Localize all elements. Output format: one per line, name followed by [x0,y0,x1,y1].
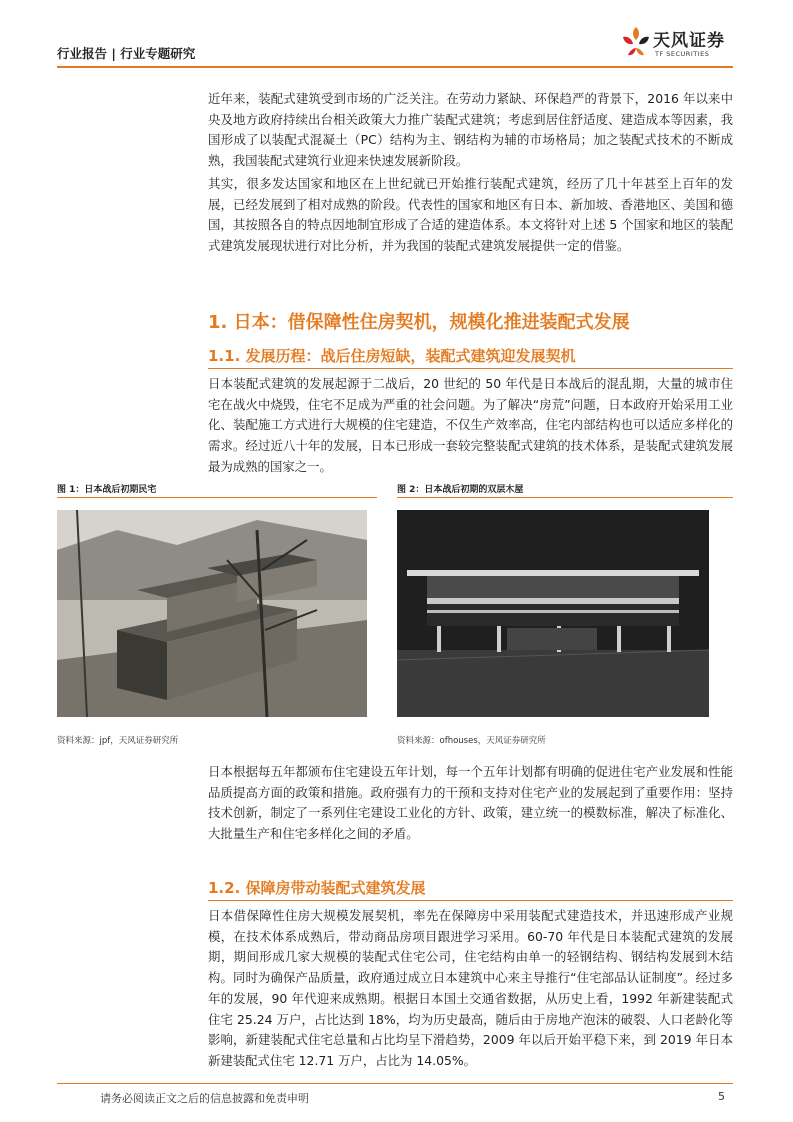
header-divider [57,66,733,68]
section-1-1-heading: 1.1. 发展历程：战后住房短缺，装配式建筑迎发展契机 [208,347,576,365]
section-1-1-paragraph-2: 日本根据每五年都颁布住宅建设五年计划，每一个五年计划都有明确的促进住宅产业发展和性能品质提高方面的政策和措施。政府强有力的干预和支持对住宅产业的发展起到了重要作用：坚持技术创新，制定了一系列住宅建设工业化的方针、政策，建立统一的模数标准，解决了标准化、大批量生产和住宅多样化之间的矛盾。 [208,764,733,842]
intro-paragraph-2: 其实，很多发达国家和地区在上世纪就已开始推行装配式建筑，经历了几十年甚至上百年的发展，已经发展到了相对成熟的阶段。代表性的国家和地区有日本、新加坡、香港地区、美国和德国，其按照各自的特点因地制宜形成了合适的建造体系。本文将针对上述 5 个国家和地区的装配式建筑发展现状进行对比分析，并为我国的装配式建筑发展提供一定的借鉴。 [208,176,733,254]
section-1-1-underline [208,368,733,369]
footer-divider [57,1083,733,1084]
figure-1-source: 资料来源：jpf，天风证券研究所 [57,736,179,746]
brand-logo [620,22,740,66]
report-category: 行业报告 | 行业专题研究 [57,46,196,61]
figure-2-photo [397,510,709,717]
figure-1-photo [57,510,367,717]
figure-2-rule [397,497,733,498]
section-1-2-paragraph-1: 日本借保障性住房大规模发展契机，率先在保障房中采用装配式建造技术，并迅速形成产业规模，在技术体系成熟后，带动商品房项目跟进学习采用。60-70 年代是日本装配式建筑的发展期，期间形成几家大规模的装配式住宅公司，住宅结构由单一的轻钢结构、钢结构发展到木结构。同时为确保产品质量，政府通过成立日本建筑中心来主导推行“住宅部品认证制度”。经过多年的发展，90 年代迎来成熟期。根据日本国土交通省数据，从历史上看，1992 年新建装配式住宅 25.24 万户，占比达到 18%，均为历史最高，随后由于房地产泡沫的破裂、人口老龄化等影响，新建装配式住宅总量和占比均呈下滑趋势，2009 年以后开始平稳下来，到 2019 年日本新建装配式住宅 12.71 万户，占比为 14.05%。 [208,908,733,1068]
figure-1-rule [57,497,377,498]
section-1-2-underline [208,900,733,901]
figure-2-source: 资料来源：ofhouses，天风证券研究所 [397,736,546,746]
brand-name-en: TF SECURITIES [655,50,710,58]
section-1-2-heading: 1.2. 保障房带动装配式建筑发展 [208,879,426,897]
page-number: 5 [718,1090,725,1103]
footer-disclaimer: 请务必阅读正文之后的信息披露和免责申明 [100,1092,309,1105]
figure-2-title: 图 2：日本战后初期的双层木屋 [397,485,524,495]
figure-1-title: 图 1：日本战后初期民宅 [57,485,157,495]
section-1-1-paragraph-1: 日本装配式建筑的发展起源于二战后，20 世纪的 50 年代是日本战后的混乱期，大量的城市住宅在战火中烧毁，住宅不足成为严重的社会问题。为了解决“房荒”问题，日本政府开始采用工业化、装配施工方式进行大规模的住宅建造，不仅生产效率高，住宅内部结构也可以适应多样化的需求。经过近八十年的发展，日本已形成一套较完整装配式建筑的技术体系，是装配式建筑发展最为成熟的国家之一。 [208,376,733,474]
section-1-heading: 1. 日本：借保障性住房契机，规模化推进装配式发展 [208,312,630,333]
brand-name-cn: 天风证券 [653,31,725,51]
logo-mark-icon [620,24,652,64]
intro-paragraph-1: 近年来，装配式建筑受到市场的广泛关注。在劳动力紧缺、环保趋严的背景下，2016 年以来中央及地方政府持续出台相关政策大力推广装配式建筑；考虑到居住舒适度、建造成本等因素，我国形成了以装配式混凝土（PC）结构为主、钢结构为辅的市场格局；加之装配式技术的不断成熟，我国装配式建筑行业迎来快速发展新阶段。 [208,91,733,169]
